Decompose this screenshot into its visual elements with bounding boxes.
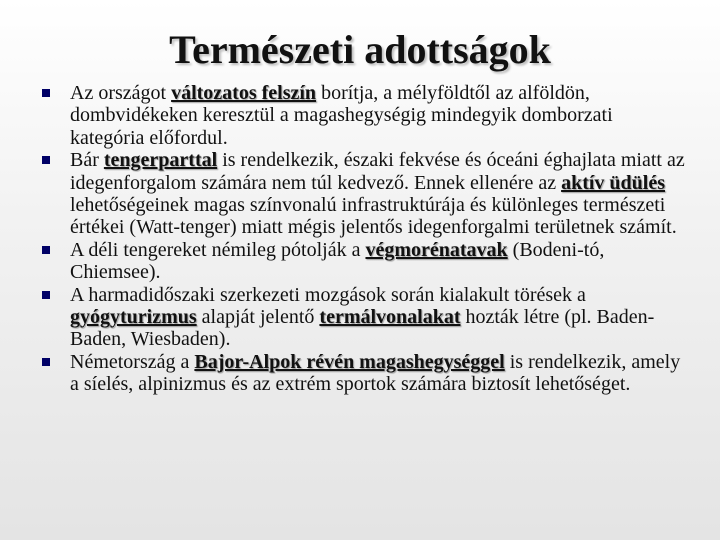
square-bullet-icon bbox=[42, 89, 50, 97]
bullet-text: is rendelkezik, amely a síelés, alpinizmus és az extrém sportok számára biztosít lehetőséget. bbox=[70, 350, 681, 396]
slide-title: Természeti adottságok bbox=[169, 27, 551, 72]
bullet-text: Németország a bbox=[70, 350, 195, 373]
key-term: változatos felszín bbox=[171, 82, 317, 104]
square-bullet-icon bbox=[42, 246, 50, 254]
bullet-item bbox=[42, 149, 687, 239]
key-term: Bajor-Alpok révén magashegységgel bbox=[194, 350, 505, 373]
square-bullet-icon bbox=[42, 156, 50, 164]
bullet-list bbox=[42, 82, 687, 396]
bullet-text: alapját jelentő bbox=[196, 306, 320, 329]
key-term: tengerparttal bbox=[103, 149, 218, 172]
bullet-text: Bár bbox=[70, 149, 104, 172]
bullet-text: lehetőségeinek magas színvonalú infrastruktúrája és különleges természeti értékei (Watt-tenger) miatt mégis jelentős idegenforgalmi területnek számít. bbox=[70, 194, 677, 239]
key-term: végmorénatavak bbox=[365, 238, 508, 261]
bullet-item bbox=[42, 351, 687, 396]
key-term: gyógyturizmus bbox=[70, 306, 197, 329]
bullet-item bbox=[42, 82, 687, 149]
bullet-text: hozták létre (pl. Baden-Baden, Wiesbaden). bbox=[70, 306, 655, 351]
bullet-item bbox=[42, 284, 687, 351]
bullet-text: borítja, a mélyföldtől az alföldön, dombvidékeken keresztül a magashegységig mindegyik domborzati kategória előfordul. bbox=[70, 82, 613, 149]
bullet-text: (Bodeni-tó, Chiemsee). bbox=[70, 238, 605, 284]
key-term: aktív üdülés bbox=[561, 171, 666, 194]
bullet-text: A harmadidőszaki szerkezeti mozgások során kialakult törések a bbox=[70, 283, 586, 306]
bullet-text: A déli tengereket némileg pótolják a bbox=[70, 238, 366, 261]
square-bullet-icon bbox=[42, 291, 50, 299]
key-term: termálvonalakat bbox=[319, 306, 461, 329]
bullet-item bbox=[42, 239, 687, 284]
bullet-text: Az országot bbox=[70, 82, 172, 104]
square-bullet-icon bbox=[42, 358, 50, 366]
bullet-text: is rendelkezik, északi fekvése és óceáni éghajlata miatt az idegenforgalom számára nem túl kedvező. Ennek ellenére az bbox=[70, 149, 685, 194]
